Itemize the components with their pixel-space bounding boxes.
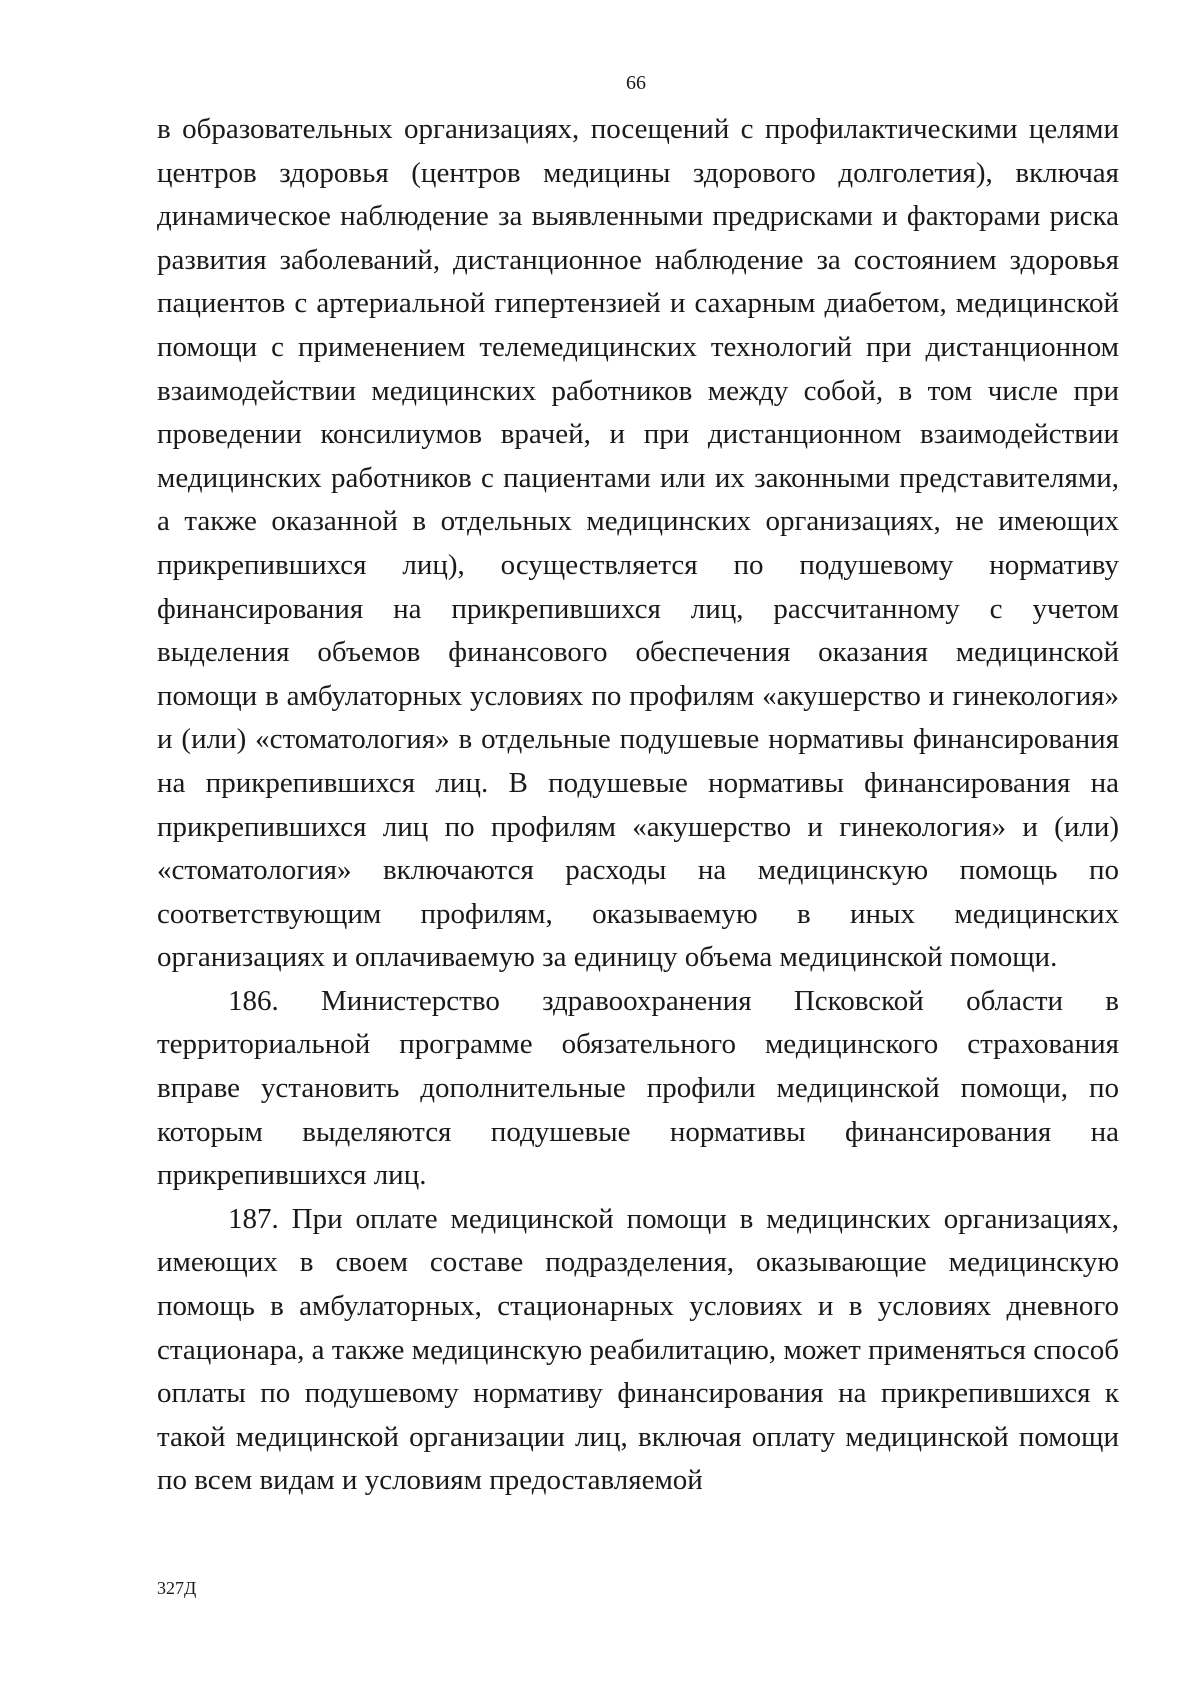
page-number: 66 [626,72,646,94]
paragraph-186: 186. Министерство здравоохранения Псковской области в территориальной программе обязательного медицинского страхования вправе установить дополнительные профили медицинской помощи, по которым выделяются подушевые нормативы финансирования на прикрепившихся лиц. [157,984,1119,1192]
document-code: 327Д [157,1578,197,1598]
paragraph-187: 187. При оплате медицинской помощи в медицинских организациях, имеющих в своем составе подразделения, оказывающие медицинскую помощь в амбулаторных, стационарных условиях и в условиях дневного стационара, а также медицинскую реабилитацию, может применяться способ оплаты по подушевому нормативу финансирования на прикрепившихся к такой медицинской организации лиц, включая оплату медицинской помощи по всем видам и условиям предоставляемой [157,1202,1119,1497]
document-body [157,108,1119,1503]
paragraph-continued: в образовательных организациях, посещений с профилактическими целями центров здоровья (центров медицины здорового долголетия), включая динамическое наблюдение за выявленными предрисками и факторами риска развития заболеваний, дистанционное наблюдение за состоянием здоровья пациентов с артериальной гипертензией и сахарным диабетом, медицинской помощи с применением телемедицинских технологий при дистанционном взаимодействии медицинских работников между собой, в том числе при проведении консилиумов врачей, и при дистанционном взаимодействии медицинских работников с пациентами или их законными представителями, а также оказанной в отдельных медицинских организациях, не имеющих прикрепившихся лиц), осуществляется по подушевому нормативу финансирования на прикрепившихся лиц, рассчитанному с учетом выделения объемов финансового обеспечения оказания медицинской помощи в амбулаторных условиях по профилям «акушерство и гинекология» и (или) «стоматология» в отдельные подушевые нормативы финансирования на прикрепившихся лиц. В подушевые нормативы финансирования на прикрепившихся лиц по профилям «акушерство и гинекология» и (или) «стоматология» включаются расходы на медицинскую помощь по соответствующим профилям, оказываемую в иных медицинских организациях и оплачиваемую за единицу объема медицинской помощи. [157,113,1119,974]
